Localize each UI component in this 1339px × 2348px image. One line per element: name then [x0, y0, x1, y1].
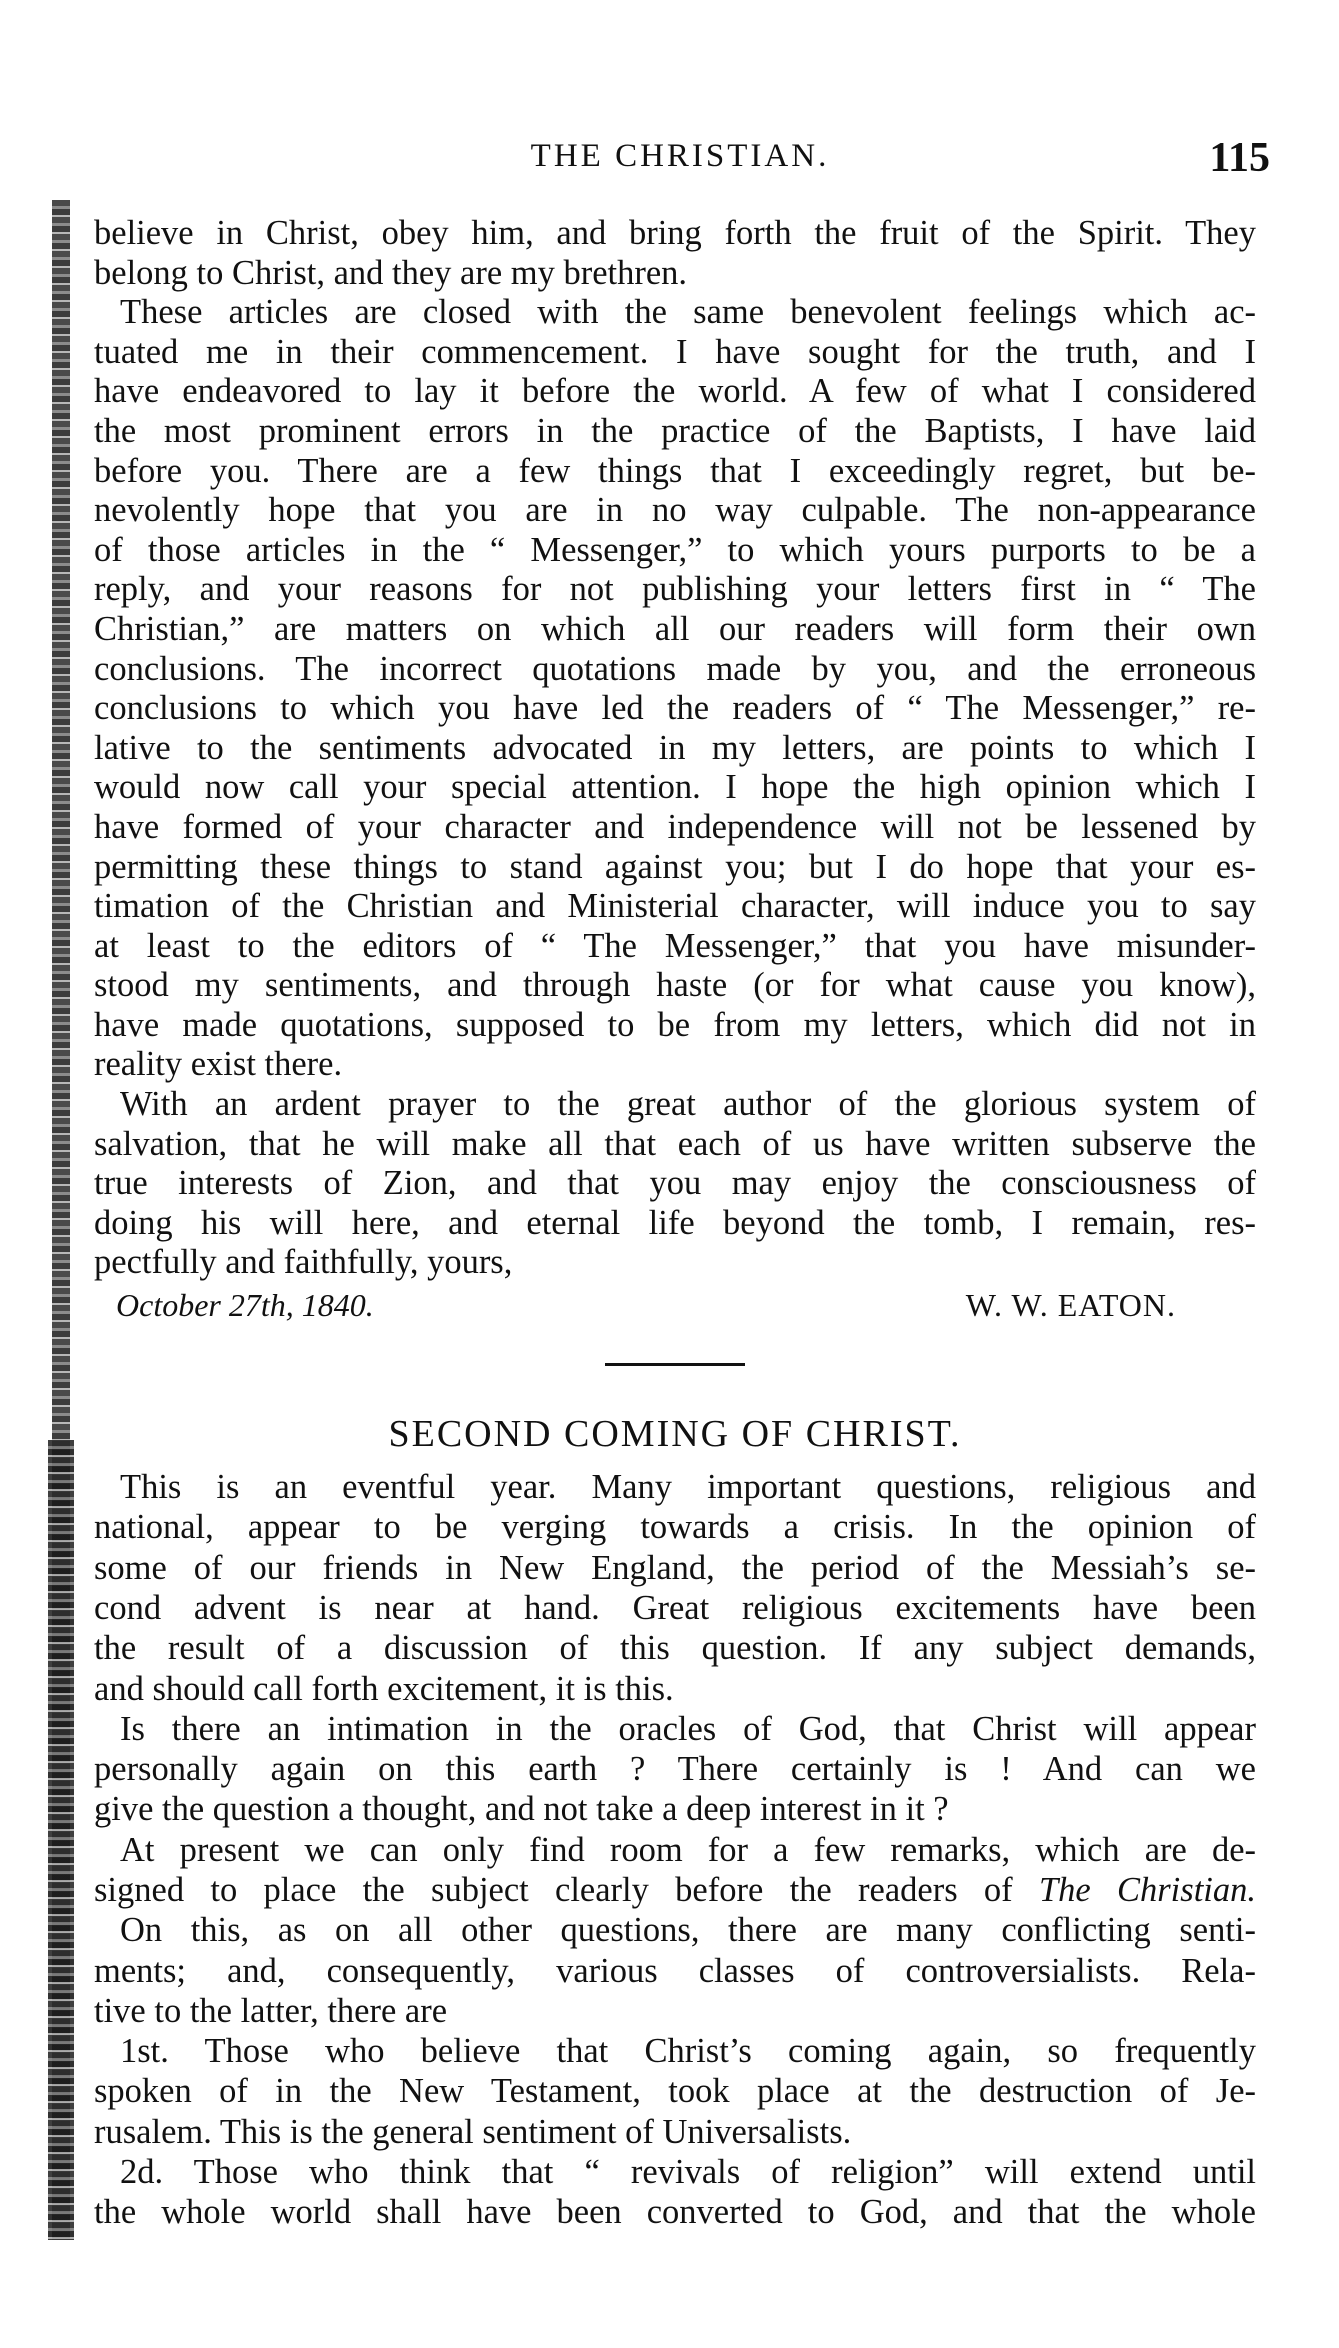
text-line: 1st. Those who believe that Christ’s coming again, so frequently — [120, 2032, 1256, 2071]
text-line: at least to the editors of “ The Messenger,” that you have misunder- — [94, 926, 1256, 965]
text-line: rusalem. This is the general sentiment of Universalists. — [94, 2112, 852, 2151]
text-line: tive to the latter, there are — [94, 1991, 448, 2030]
text-line: Christian,” are matters on which all our readers will form their own — [94, 609, 1256, 648]
text-line: tuated me in their commencement. I have sought for the truth, and I — [94, 332, 1256, 371]
text-line: 2d. Those who think that “ revivals of religion” will extend until — [120, 2153, 1256, 2192]
text-line: personally again on this earth ? There certainly is ! And can we — [94, 1750, 1256, 1789]
text-line: Is there an intimation in the oracles of God, that Christ will appear — [120, 1709, 1256, 1748]
text-line: and should call forth excitement, it is this. — [94, 1669, 674, 1708]
ornament-divider — [94, 1325, 1256, 1405]
text-line: doing his will here, and eternal life beyond the tomb, I remain, res- — [94, 1203, 1256, 1242]
letter-date: October 27th, 1840. — [116, 1287, 374, 1324]
signature: W. W. EATON. — [965, 1287, 1176, 1324]
text-line: cond advent is near at hand. Great religious excitements have been — [94, 1588, 1256, 1627]
text-line: true interests of Zion, and that you may enjoy the consciousness of — [94, 1164, 1256, 1203]
running-title: THE CHRISTIAN. — [530, 138, 830, 174]
text-line: These articles are closed with the same benevolent feelings which ac- — [120, 293, 1256, 332]
text-line: believe in Christ, obey him, and bring forth the fruit of the Spirit. They — [94, 214, 1256, 252]
text-line: reply, and your reasons for not publishing your letters first in “ The — [94, 570, 1256, 609]
text-line: signed to place the subject clearly before the readers of The Christian. — [94, 1871, 1256, 1909]
text-line: conclusions. The incorrect quotations made by you, and the erroneous — [94, 649, 1256, 688]
text-line: At present we can only find room for a few remarks, which are de- — [120, 1830, 1256, 1869]
text-line: On this, as on all other questions, there are many conflicting senti- — [120, 1911, 1256, 1950]
text-line: have endeavored to lay it before the world. A few of what I considered — [94, 372, 1256, 411]
text-line: nevolently hope that you are in no way culpable. The non-appearance — [94, 491, 1256, 530]
text-line: pectfully and faithfully, yours, — [94, 1243, 513, 1282]
text-line: With an ardent prayer to the great author of the glorious system of — [120, 1085, 1256, 1124]
text-line: the whole world shall have been converted to God, and that the whole — [94, 2193, 1256, 2232]
page-number: 115 — [1209, 135, 1270, 181]
text-line: spoken of in the New Testament, took place at the destruction of Je- — [94, 2072, 1256, 2111]
text-line: This is an eventful year. Many important questions, religious and — [120, 1468, 1256, 1507]
text-line: belong to Christ, and they are my brethren. — [94, 253, 688, 292]
text-line: lative to the sentiments advocated in my letters, are points to which I — [94, 728, 1256, 767]
text-line: reality exist there. — [94, 1045, 343, 1084]
letter-body — [94, 214, 1256, 1325]
text-line: ments; and, consequently, various classes of controversialists. Rela- — [94, 1951, 1256, 1990]
section-body — [94, 1467, 1256, 2233]
text-line: give the question a thought, and not take a deep interest in it ? — [94, 1790, 949, 1829]
text-line: conclusions to which you have led the readers of “ The Messenger,” re- — [94, 689, 1256, 728]
text-line: the result of a discussion of this question. If any subject demands, — [94, 1629, 1256, 1668]
text-line: timation of the Christian and Ministerial character, will induce you to say — [94, 887, 1256, 926]
text-line: salvation, that he will make all that each of us have written subserve the — [94, 1124, 1256, 1163]
text-line: stood my sentiments, and through haste (or for what cause you know), — [94, 966, 1256, 1005]
text-line: the most prominent errors in the practice of the Baptists, I have laid — [94, 411, 1256, 450]
text-line: permitting these things to stand against you; but I do hope that your es- — [94, 847, 1256, 886]
body-text — [94, 214, 1256, 2233]
text-line: before you. There are a few things that I exceedingly regret, but be- — [94, 451, 1256, 490]
running-head — [90, 135, 1270, 188]
text-line: some of our friends in New England, the period of the Messiah’s se- — [94, 1548, 1256, 1587]
text-line: have formed of your character and independence will not be lessened by — [94, 807, 1256, 846]
text-line: have made quotations, supposed to be from my letters, which did not in — [94, 1005, 1256, 1044]
text-line: would now call your special attention. I hope the high opinion which I — [94, 768, 1256, 807]
binding-edge-lower — [48, 1440, 74, 2240]
section-title: SECOND COMING OF CHRIST. — [388, 1413, 962, 1456]
text-line: national, appear to be verging towards a crisis. In the opinion of — [94, 1508, 1256, 1547]
signature-row — [94, 1285, 1256, 1325]
text-line: of those articles in the “ Messenger,” to which yours purports to be a — [94, 530, 1256, 569]
